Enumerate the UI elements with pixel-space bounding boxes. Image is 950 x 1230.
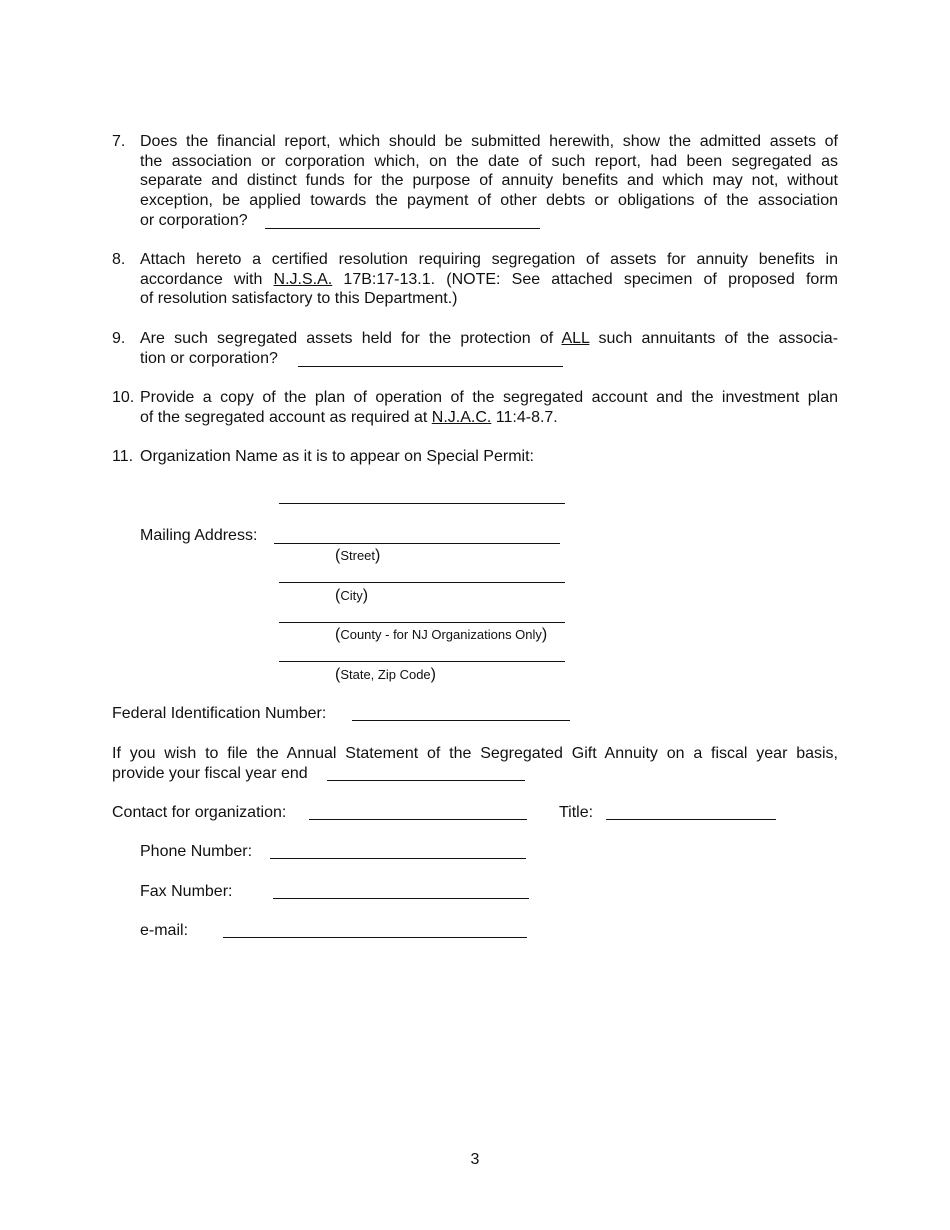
item-10-line-2 — [140, 408, 838, 428]
item-7-line-2: the association or corporation which, on the date of such report, had been segregated as — [140, 152, 838, 170]
item-9-line-1-pre: Are such segregated assets held for the protection of — [140, 330, 554, 347]
contact-label: Contact for organization: — [112, 804, 287, 821]
state-zip-caption-text: State, Zip Code — [340, 667, 431, 682]
item-8-line-2 — [140, 270, 838, 290]
njsa-reference: N.J.S.A. — [273, 270, 333, 288]
item-7-line-4: exception, be applied towards the payment of other debts or obligations of the association — [140, 192, 838, 210]
title-label: Title: — [559, 804, 594, 821]
organization-name-label: Organization Name as it is to appear on Special Permit: — [140, 448, 534, 465]
federal-id-field[interactable] — [352, 720, 570, 721]
county-caption: (County - for NJ Organizations Only) — [335, 626, 548, 643]
item-10-line-1: Provide a copy of the plan of operation of the segregated account and the investment plan — [140, 389, 838, 406]
email-field[interactable] — [223, 937, 527, 938]
item-9-line-1 — [140, 329, 838, 349]
item-11-number: 11. — [112, 448, 134, 465]
street-field[interactable] — [274, 543, 560, 544]
all-emphasis: ALL — [561, 330, 590, 347]
fax-label: Fax Number: — [140, 883, 233, 900]
item-8-number: 8. — [112, 251, 126, 268]
fiscal-year-end-field[interactable] — [327, 780, 525, 781]
fiscal-year-text — [112, 744, 838, 783]
item-10-line-2-pre: of the segregated account as required at — [140, 408, 428, 426]
email-label: e-mail: — [140, 922, 189, 939]
item-8-line-1: Attach hereto a certified resolution requiring segregation of assets for annuity benefits in — [140, 251, 838, 268]
city-caption-text: City — [340, 588, 363, 603]
city-field[interactable] — [279, 582, 565, 583]
phone-field[interactable] — [270, 858, 526, 859]
item-8-line-3: of resolution satisfactory to this Department.) — [140, 290, 458, 308]
item-7-line-3: separate and distinct funds for the purpose of annuity benefits and which may not, without — [140, 172, 838, 190]
federal-id-label: Federal Identification Number: — [112, 705, 327, 722]
item-9-line-1-post: such annuitants of the associa- — [598, 330, 839, 347]
item-10-number: 10. — [112, 389, 135, 406]
fiscal-year-line-1: If you wish to file the Annual Statement of the Segregated Gift Annuity on a fiscal year basis, — [112, 745, 838, 762]
item-7-answer-field[interactable] — [265, 228, 540, 229]
fax-field[interactable] — [273, 898, 529, 899]
item-9-number: 9. — [112, 330, 126, 347]
county-field[interactable] — [279, 622, 565, 623]
street-caption: (Street) — [335, 547, 381, 564]
contact-field[interactable] — [309, 819, 527, 820]
item-9-line-2: tion or corporation? — [140, 349, 278, 367]
state-zip-field[interactable] — [279, 661, 565, 662]
njac-reference: N.J.A.C. — [431, 408, 492, 426]
phone-label: Phone Number: — [140, 843, 253, 860]
item-8-line-2-post: 17B:17-13.1. (NOTE: See attached specimen of proposed form — [343, 270, 838, 288]
item-10-text — [140, 388, 838, 427]
item-9-answer-field[interactable] — [298, 366, 563, 367]
fiscal-year-line-2: provide your fiscal year end — [112, 764, 308, 782]
state-zip-caption: (State, Zip Code) — [335, 666, 436, 683]
item-7-line-1: Does the financial report, which should be submitted herewith, show the admitted assets of — [140, 133, 838, 150]
organization-name-field[interactable] — [279, 503, 565, 504]
item-9-text — [140, 329, 838, 368]
item-8-text — [140, 250, 838, 309]
item-7-line-5: or corporation? — [140, 211, 248, 229]
page-number: 3 — [470, 1151, 480, 1168]
mailing-address-label: Mailing Address: — [140, 527, 258, 544]
street-caption-text: Street — [340, 548, 376, 563]
city-caption: (City) — [335, 587, 369, 604]
title-field[interactable] — [606, 819, 776, 820]
item-7-text — [140, 132, 838, 231]
item-8-line-2-pre: accordance with — [140, 270, 263, 288]
item-7-number: 7. — [112, 133, 126, 150]
item-10-line-2-post: 11:4-8.7. — [495, 408, 558, 426]
county-caption-text: County - for NJ Organizations Only — [340, 627, 542, 642]
